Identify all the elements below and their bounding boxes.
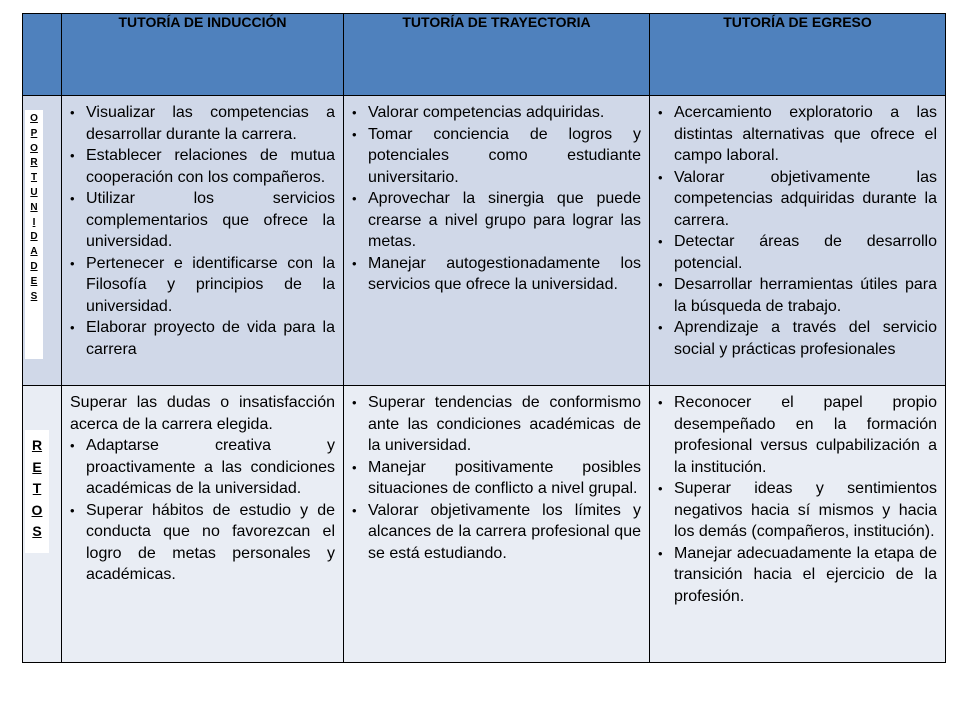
header-egreso: TUTORÍA DE EGRESO <box>650 14 946 96</box>
row-oportunidades <box>23 96 946 386</box>
list-item <box>658 478 937 543</box>
cell-retos-egreso <box>650 386 946 663</box>
list-item <box>352 457 641 500</box>
list-item <box>70 253 335 318</box>
side-letter: I <box>32 216 36 228</box>
list-item <box>352 124 641 189</box>
header-induccion: TUTORÍA DE INDUCCIÓN <box>62 14 344 96</box>
cell-retos-induccion <box>62 386 344 663</box>
side-letter: R <box>30 157 38 169</box>
list-item <box>658 167 937 232</box>
bullet-icon: • <box>658 545 663 561</box>
bullet-icon: • <box>352 502 357 518</box>
list-item <box>70 500 335 586</box>
list-item-text: Detectar áreas de desarrollo potencial. <box>674 233 937 272</box>
list-oportunidades-egreso <box>658 102 937 360</box>
list-item <box>70 435 335 500</box>
list-item-text: Establecer relaciones de mutua cooperación con los compañeros. <box>86 147 335 186</box>
header-row <box>23 14 946 96</box>
bullet-icon: • <box>658 169 663 185</box>
bullet-icon: • <box>70 105 75 120</box>
list-item <box>658 392 937 478</box>
side-letter: T <box>32 480 42 496</box>
bullet-icon: • <box>658 395 663 410</box>
list-item-text: Superar ideas y sentimientos negativos hacia sí mismos y hacia los demás (compañeros, institución). <box>674 480 937 540</box>
bullet-icon: • <box>658 234 663 249</box>
list-item <box>352 253 641 296</box>
bullet-icon: • <box>352 191 357 206</box>
cell-oportunidades-induccion <box>62 96 344 386</box>
list-item <box>352 102 641 124</box>
bullet-icon: • <box>352 105 357 120</box>
bullet-icon: • <box>352 395 357 410</box>
retos-induccion-intro: Superar las dudas o insatisfacción acerca de la carrera elegida. <box>70 394 335 433</box>
bullet-icon: • <box>658 105 663 120</box>
list-item <box>352 188 641 253</box>
cell-oportunidades-trayectoria <box>344 96 650 386</box>
list-item-text: Acercamiento exploratorio a las distintas alternativas que ofrece el campo laboral. <box>674 104 937 164</box>
side-letter: E <box>32 458 42 475</box>
list-item-text: Aprovechar la sinergia que puede crearse a nivel grupo para lograr las metas. <box>368 190 641 250</box>
list-item-text: Desarrollar herramientas útiles para la búsqueda de trabajo. <box>674 276 937 315</box>
bullet-icon: • <box>658 277 663 292</box>
list-item-text: Valorar objetivamente los límites y alcances de la carrera profesional que se está estudiando. <box>368 501 641 562</box>
list-oportunidades-induccion <box>70 102 335 360</box>
cell-retos-trayectoria <box>344 386 650 663</box>
list-retos-induccion <box>70 435 335 586</box>
list-item-text: Utilizar los servicios complementarios que ofrece la universidad. <box>86 190 335 250</box>
list-item <box>658 231 937 274</box>
list-item-text: Manejar autogestionadamente los servicios que ofrece la universidad. <box>368 254 641 293</box>
bullet-icon: • <box>70 148 75 163</box>
bullet-icon: • <box>352 459 357 475</box>
header-corner <box>23 14 62 96</box>
bullet-icon: • <box>70 320 75 335</box>
bullet-icon: • <box>70 255 75 271</box>
row-retos <box>23 386 946 663</box>
list-item-text: Adaptarse creativa y proactivamente a las condiciones académicas de la universidad. <box>86 437 335 497</box>
bullet-icon: • <box>70 502 75 518</box>
list-oportunidades-trayectoria <box>352 102 641 296</box>
bullet-icon: • <box>658 320 663 335</box>
list-item <box>352 392 641 457</box>
bullet-icon: • <box>70 191 75 206</box>
list-item-text: Superar hábitos de estudio y de conducta que no favorezcan el logro de metas personales y académicas. <box>86 501 335 583</box>
bullet-icon: • <box>658 481 663 496</box>
cell-oportunidades-egreso <box>650 96 946 386</box>
list-item <box>70 317 335 360</box>
list-item-text: Aprendizaje a través del servicio social y prácticas profesionales <box>674 319 937 358</box>
header-trayectoria: TUTORÍA DE TRAYECTORIA <box>344 14 650 96</box>
list-item-text: Superar tendencias de conformismo ante las condiciones académicas de la universidad. <box>368 394 641 454</box>
list-retos-egreso <box>658 392 937 607</box>
list-item <box>658 543 937 608</box>
side-letter: U <box>30 186 38 198</box>
side-letter: S <box>32 523 42 539</box>
side-letter: D <box>30 231 38 243</box>
list-item-text: Manejar positivamente posibles situaciones de conflicto a nivel grupal. <box>368 458 641 497</box>
list-item <box>658 274 937 317</box>
side-letter: N <box>30 201 38 213</box>
side-letter: O <box>30 113 38 124</box>
side-letter: O <box>30 142 38 154</box>
list-item <box>70 145 335 188</box>
list-item <box>658 317 937 360</box>
side-letter: O <box>31 501 43 518</box>
tutoria-table <box>22 13 946 663</box>
side-letter: E <box>30 275 38 287</box>
list-item <box>70 188 335 253</box>
list-item-text: Manejar adecuadamente la etapa de transición hacia el ejercicio de la profesión. <box>674 544 937 605</box>
side-letter: A <box>30 246 38 258</box>
list-item-text: Pertenecer e identificarse con la Filosofía y principios de la universidad. <box>86 254 335 315</box>
list-item-text: Elaborar proyecto de vida para la carrera <box>86 319 335 358</box>
list-item <box>70 102 335 145</box>
side-letter: P <box>30 127 38 139</box>
bullet-icon: • <box>352 126 357 142</box>
list-item <box>658 102 937 167</box>
list-item-text: Reconocer el papel propio desempeñado en la formación profesional versus culpabilización a la institución. <box>674 394 937 476</box>
side-letter: R <box>31 437 43 453</box>
list-item-text: Tomar conciencia de logros y potenciales como estudiante universitario. <box>368 125 641 186</box>
bullet-icon: • <box>70 438 75 453</box>
side-letter: T <box>30 172 38 184</box>
list-item-text: Valorar competencias adquiridas. <box>368 104 605 121</box>
list-retos-trayectoria <box>352 392 641 564</box>
list-item <box>352 500 641 565</box>
side-label-retos <box>25 430 49 553</box>
side-label-oportunidades <box>25 110 43 359</box>
side-letter: S <box>30 290 38 302</box>
list-item-text: Visualizar las competencias a desarrollar durante la carrera. <box>86 104 335 143</box>
bullet-icon: • <box>352 255 357 271</box>
list-item-text: Valorar objetivamente las competencias adquiridas durante la carrera. <box>674 168 937 229</box>
side-letter: D <box>30 260 38 272</box>
